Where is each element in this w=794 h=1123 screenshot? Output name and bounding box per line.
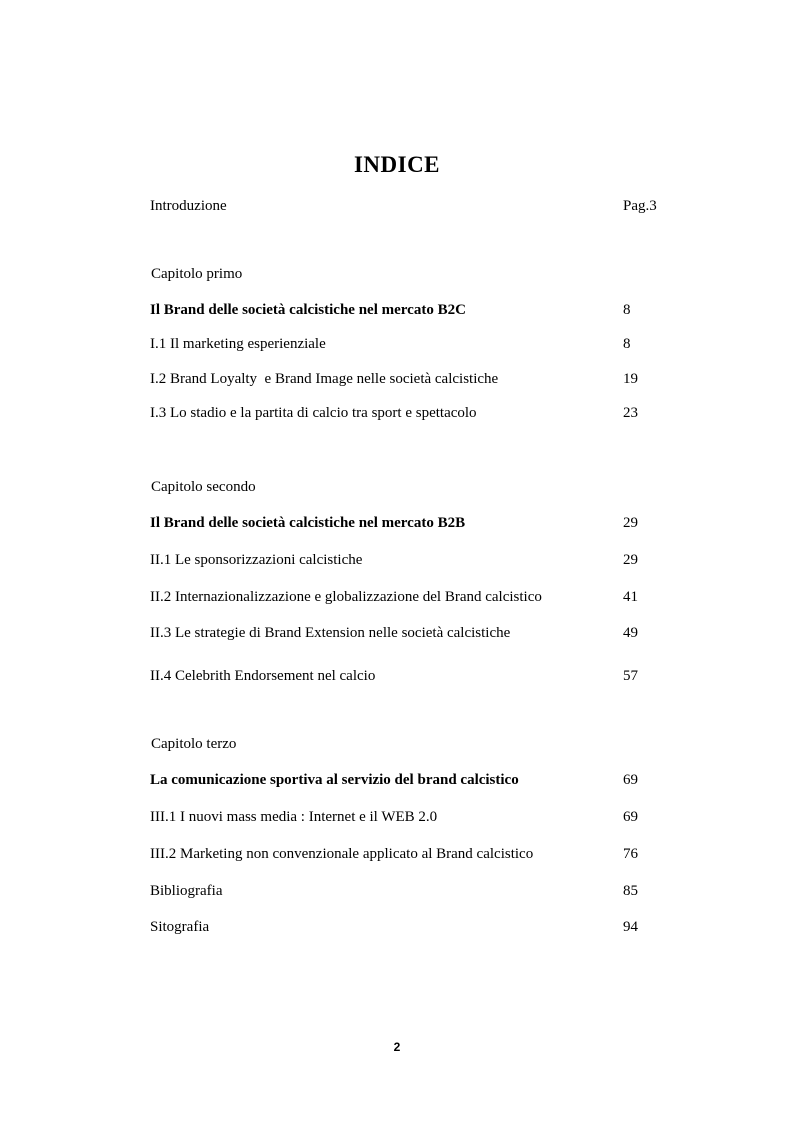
- toc-entry-label: Sitografia: [150, 919, 210, 935]
- toc-entry-label: II.1 Le sponsorizzazioni calcistiche: [150, 552, 363, 568]
- page-number: 2: [393, 1040, 401, 1054]
- toc-entry-bibliography: [150, 880, 650, 902]
- toc-entry-page: 23: [623, 405, 638, 421]
- toc-entry-page: 69: [623, 772, 638, 788]
- toc-chapter-title-2: [150, 512, 650, 534]
- toc-entry-page: 8: [623, 336, 631, 352]
- toc-entry-label: II.3 Le strategie di Brand Extension nelle società calcistiche: [150, 625, 511, 641]
- page-title: INDICE: [353, 152, 441, 177]
- toc-entry-page: Pag.3: [623, 198, 657, 214]
- toc-entry-label: II.2 Internazionalizzazione e globalizzazione del Brand calcistico: [150, 589, 542, 605]
- toc-entry: [150, 333, 650, 355]
- toc-entry-page: 41: [623, 589, 638, 605]
- toc-entry-label: Il Brand delle società calcistiche nel mercato B2C: [150, 302, 466, 318]
- toc-entry-label: Il Brand delle società calcistiche nel mercato B2B: [150, 515, 466, 531]
- chapter-heading-3: Capitolo terzo: [151, 736, 237, 752]
- toc-entry-page: 69: [623, 809, 638, 825]
- toc-chapter-title-1: [150, 299, 650, 321]
- chapter-heading-2: Capitolo secondo: [151, 479, 256, 495]
- toc-entry-label: I.2 Brand Loyalty e Brand Image nelle società calcistiche: [150, 371, 499, 387]
- toc-entry: [150, 665, 650, 687]
- toc-entry-page: 85: [623, 883, 638, 899]
- toc-entry-label: III.2 Marketing non convenzionale applicato al Brand calcistico: [150, 846, 534, 862]
- toc-entry-label: La comunicazione sportiva al servizio del brand calcistico: [150, 772, 519, 788]
- toc-entry: [150, 549, 650, 571]
- toc-entry-label: II.4 Celebrith Endorsement nel calcio: [150, 668, 376, 684]
- chapter-heading-1: Capitolo primo: [151, 266, 243, 282]
- toc-entry-label: I.1 Il marketing esperienziale: [150, 336, 326, 352]
- toc-entry: [150, 843, 650, 865]
- toc-entry-page: 49: [623, 625, 638, 641]
- toc-entry: [150, 622, 650, 644]
- toc-entry: [150, 368, 650, 390]
- toc-chapter-title-3: [150, 769, 650, 791]
- toc-entry-page: 94: [623, 919, 638, 935]
- toc-entry-page: 19: [623, 371, 638, 387]
- toc-entry-page: 76: [623, 846, 638, 862]
- toc-entry-label: Bibliografia: [150, 883, 223, 899]
- toc-entry-page: 57: [623, 668, 638, 684]
- toc-entry-introduction: [150, 195, 657, 217]
- toc-entry-page: 29: [623, 552, 638, 568]
- toc-entry-page: 29: [623, 515, 638, 531]
- toc-entry: [150, 586, 650, 608]
- toc-entry-label: III.1 I nuovi mass media : Internet e il WEB 2.0: [150, 809, 438, 825]
- toc-entry-label: Introduzione: [150, 198, 227, 214]
- toc-entry-sitography: [150, 916, 650, 938]
- toc-entry-page: 8: [623, 302, 631, 318]
- toc-entry-label: I.3 Lo stadio e la partita di calcio tra sport e spettacolo: [150, 405, 477, 421]
- toc-entry: [150, 402, 650, 424]
- toc-entry: [150, 806, 650, 828]
